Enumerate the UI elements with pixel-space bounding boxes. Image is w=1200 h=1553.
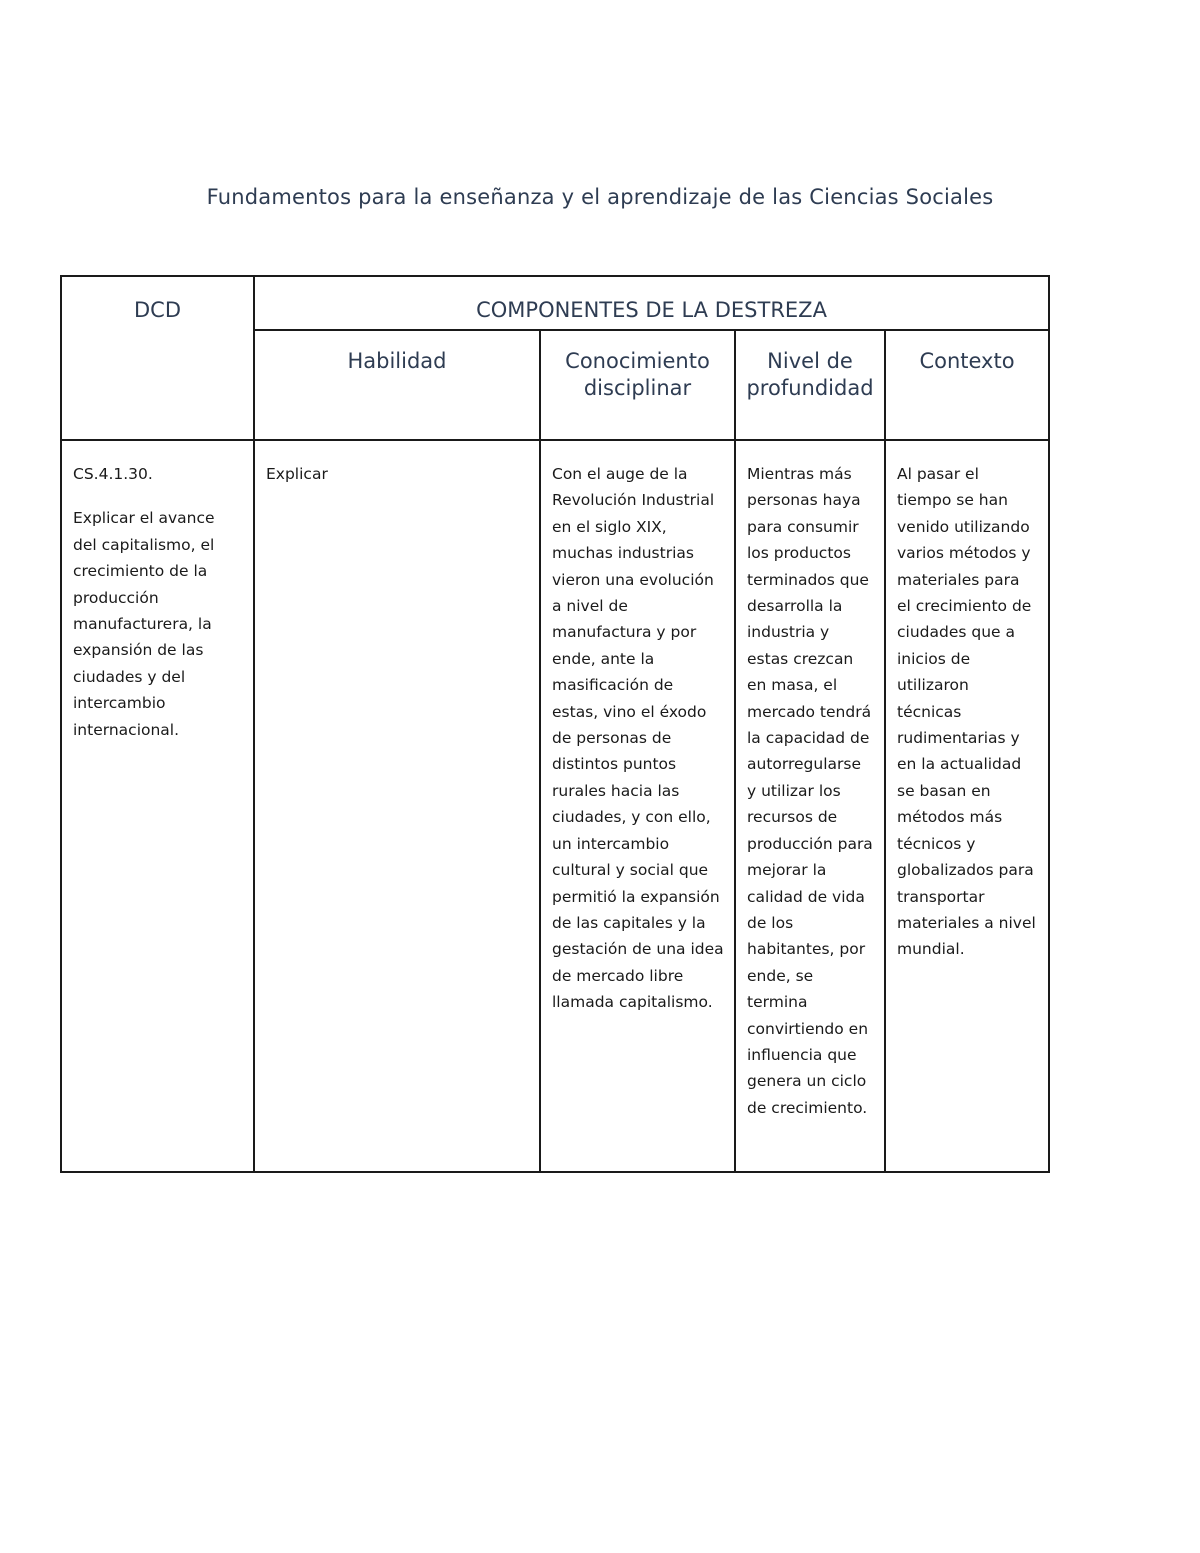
header-contexto: Contexto xyxy=(885,330,1049,440)
header-components: COMPONENTES DE LA DESTREZA xyxy=(254,276,1049,330)
cell-conocimiento: Con el auge de la Revolución Industrial en el siglo XIX, muchas industrias vieron una evolución a nivel de manufactura y por ende, ante la masificación de estas, vino el éxodo de personas de distintos puntos rurales hacia las ciudades, y con ello, un intercambio cultural y social que permitió la expansión de las capitales y la gestación de una idea de mercado libre llamada capitalismo. xyxy=(540,440,735,1172)
cell-nivel: Mientras más personas haya para consumir los productos terminados que desarrolla la industria y estas crezcan en masa, el mercado tendrá la capacidad de autorregularse y utilizar los recursos de producción para mejorar la calidad de vida de los habitantes, por ende, se termina convirtiendo en influencia que genera un ciclo de crecimiento. xyxy=(735,440,885,1172)
header-dcd: DCD xyxy=(61,276,254,440)
skills-table xyxy=(60,275,1050,1173)
header-nivel: Nivel de profundidad xyxy=(735,330,885,440)
cell-dcd xyxy=(61,440,254,1172)
document-title: Fundamentos para la enseñanza y el aprendizaje de las Ciencias Sociales xyxy=(206,185,994,209)
dcd-code: CS.4.1.30. xyxy=(73,465,153,483)
cell-habilidad: Explicar xyxy=(254,440,540,1172)
dcd-text: Explicar el avance del capitalismo, el crecimiento de la producción manufacturera, la expansión de las ciudades y del intercambio internacional. xyxy=(73,509,215,739)
table-row xyxy=(61,440,1049,1172)
cell-contexto: Al pasar el tiempo se han venido utilizando varios métodos y materiales para el crecimiento de ciudades que a inicios de utilizaron técnicas rudimentarias y en la actualidad se basan en métodos más técnicos y globalizados para transportar materiales a nivel mundial. xyxy=(885,440,1049,1172)
header-conocimiento: Conocimiento disciplinar xyxy=(540,330,735,440)
header-habilidad: Habilidad xyxy=(254,330,540,440)
header-row-top xyxy=(61,276,1049,330)
